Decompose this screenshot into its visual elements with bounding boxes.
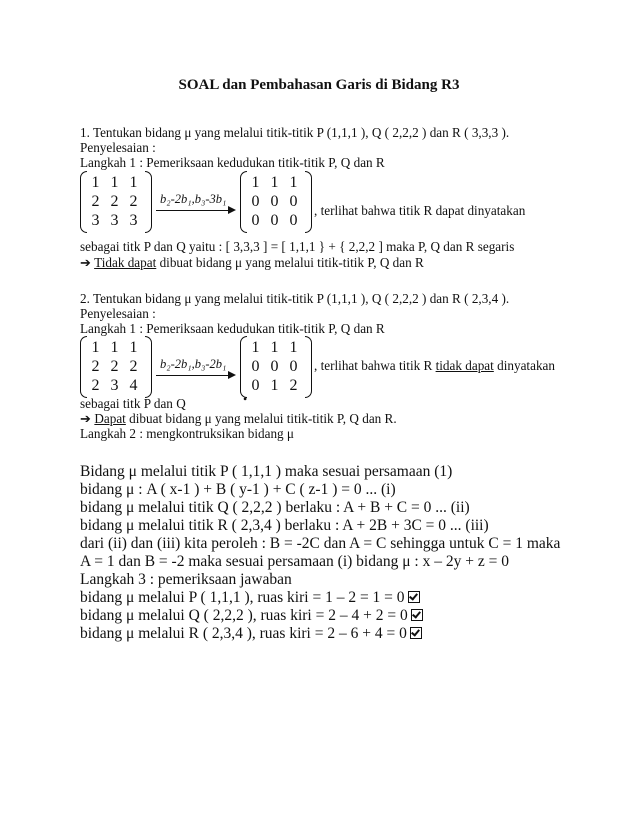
problem1-question: 1. Tentukan bidang μ yang melalui titik-titik P (1,1,1 ), Q ( 2,2,2 ) dan R ( 3,3,3 ). xyxy=(80,125,510,140)
row-operation-arrow xyxy=(156,210,228,211)
row-operation-arrow xyxy=(156,375,228,376)
problem1-conclusion: ➔ Tidak dapat dibuat bidang μ yang melalui titik-titik P, Q dan R xyxy=(80,255,424,270)
stray-mark: • xyxy=(243,392,248,406)
problem2-after-matrix: , terlihat bahwa titik R tidak dapat dinyatakan xyxy=(314,358,555,373)
matrix-row: 2 3 4 xyxy=(91,377,138,394)
arrow-icon: ➔ xyxy=(80,411,92,426)
page-title: SOAL dan Pembahasan Garis di Bidang R3 xyxy=(178,77,460,93)
arrow-head-icon xyxy=(228,206,236,214)
step2-line: bidang μ melalui titik R ( 2,3,4 ) berlaku : A + 2B + 3C = 0 ... (iii) xyxy=(80,517,489,534)
row-operation-label: b₂-2b₁,b₃-3b₁ xyxy=(160,192,227,206)
problem2-step2: Langkah 2 : mengkontruksikan bidang μ xyxy=(80,426,295,441)
check-line: bidang μ melalui Q ( 2,2,2 ), ruas kiri = 2 – 4 + 2 = 0 xyxy=(80,607,423,624)
check-line: bidang μ melalui R ( 2,3,4 ), ruas kiri = 2 – 6 + 4 = 0 xyxy=(80,625,422,642)
step3-heading: Langkah 3 : pemeriksaan jawaban xyxy=(80,571,292,588)
matrix-row: 1 1 1 xyxy=(251,174,298,191)
step2-line: dari (ii) dan (iii) kita peroleh : B = -2C dan A = C sehingga untuk C = 1 maka xyxy=(80,535,561,552)
matrix-row: 1 1 1 xyxy=(91,174,138,191)
matrix-row: 2 2 2 xyxy=(91,358,138,375)
step2-line: bidang μ melalui titik Q ( 2,2,2 ) berlaku : A + B + C = 0 ... (ii) xyxy=(80,499,470,516)
problem1-solution-label: Penyelesaian : xyxy=(80,140,156,155)
matrix-row: 0 0 0 xyxy=(251,358,298,375)
row-operation-label: b₂-2b₁,b₃-2b₁ xyxy=(160,357,227,371)
matrix-row: 0 1 2 xyxy=(251,377,298,394)
step2-line: bidang μ : A ( x-1 ) + B ( y-1 ) + C ( z-1 ) = 0 ... (i) xyxy=(80,481,396,498)
problem2-question: 2. Tentukan bidang μ yang melalui titik-titik P (1,1,1 ), Q ( 2,2,2 ) dan R ( 2,3,4 ). xyxy=(80,291,510,306)
matrix-row: 2 2 2 xyxy=(91,193,138,210)
arrow-icon: ➔ xyxy=(80,255,92,270)
problem2-line2: sebagai titk P dan Q xyxy=(80,396,186,411)
problem1-line2: sebagai titk P dan Q yaitu : [ 3,3,3 ] = [ 1,1,1 } + { 2,2,2 ] maka P, Q dan R segaris xyxy=(80,239,515,254)
matrix-row: 1 1 1 xyxy=(251,339,298,356)
checkbox-checked-icon xyxy=(408,591,420,603)
check-line: bidang μ melalui P ( 1,1,1 ), ruas kiri = 1 – 2 = 1 = 0 xyxy=(80,589,420,606)
step2-line: Bidang μ melalui titik P ( 1,1,1 ) maka sesuai persamaan (1) xyxy=(80,463,453,480)
arrow-head-icon xyxy=(228,371,236,379)
problem2-solution-label: Penyelesaian : xyxy=(80,306,156,321)
problem1-after-matrix: , terlihat bahwa titik R dapat dinyatakan xyxy=(314,203,526,218)
matrix-row: 3 3 3 xyxy=(91,212,138,229)
checkbox-checked-icon xyxy=(410,627,422,639)
problem2-step1: Langkah 1 : Pemeriksaan kedudukan titik-titik P, Q dan R xyxy=(80,321,385,336)
step2-line: A = 1 dan B = -2 maka sesuai persamaan (i) bidang μ : x – 2y + z = 0 xyxy=(80,553,509,570)
problem1-step1: Langkah 1 : Pemeriksaan kedudukan titik-titik P, Q dan R xyxy=(80,155,385,170)
matrix-row: 1 1 1 xyxy=(91,339,138,356)
checkbox-checked-icon xyxy=(411,609,423,621)
problem2-conclusion: ➔ Dapat dibuat bidang μ yang melalui titik-titik P, Q dan R. xyxy=(80,411,397,426)
matrix-row: 0 0 0 xyxy=(251,193,298,210)
matrix-row: 0 0 0 xyxy=(251,212,298,229)
